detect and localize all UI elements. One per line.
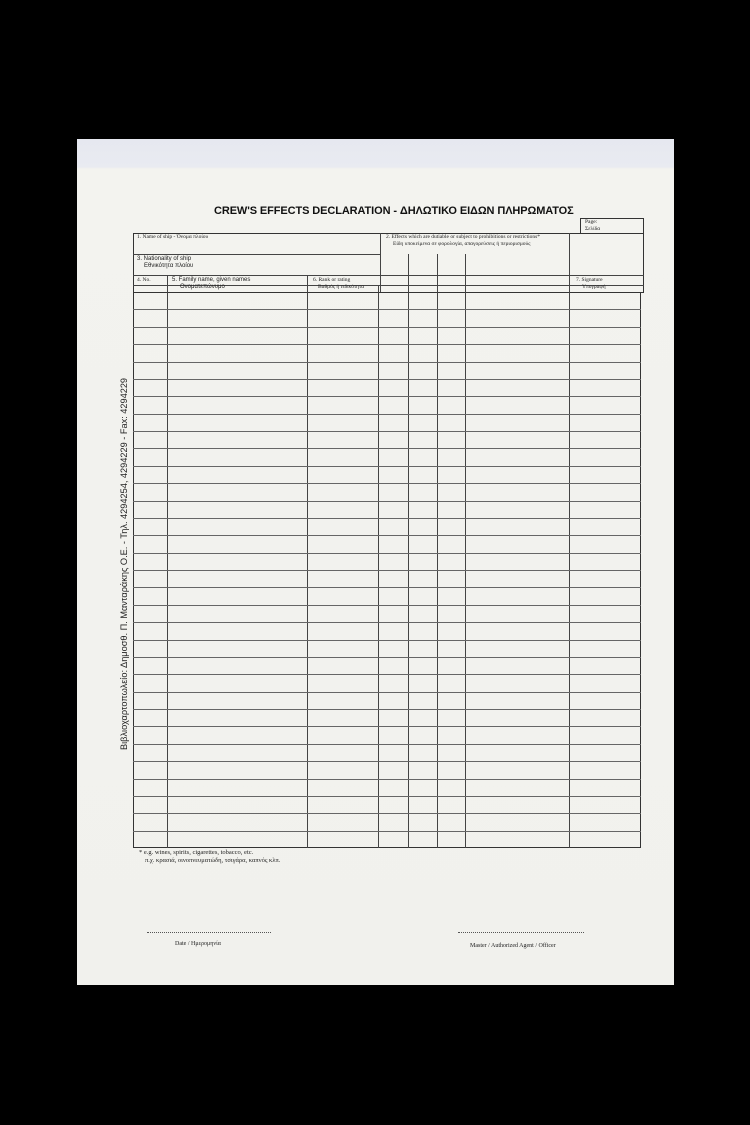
table-row[interactable] xyxy=(133,327,641,328)
table-row[interactable] xyxy=(133,344,641,345)
col-signature-label-en: 7. Signature xyxy=(576,277,603,283)
col-name-label-en: 5. Family name, given names xyxy=(172,277,251,283)
col-rank-label-gr: Βαθμός ή ειδικότητα xyxy=(318,284,365,290)
table-row[interactable] xyxy=(133,657,641,658)
table-row[interactable] xyxy=(133,448,641,449)
column-line xyxy=(569,285,570,848)
table-row[interactable] xyxy=(133,813,641,814)
table-row[interactable] xyxy=(133,396,641,397)
table-row[interactable] xyxy=(133,709,641,710)
divider xyxy=(133,275,644,276)
divider xyxy=(380,233,381,293)
divider xyxy=(569,233,570,293)
effects-label-en: 2. Effects which are dutiable or subject to prohibitions or restrictions* xyxy=(386,234,541,240)
table-row[interactable] xyxy=(133,587,641,588)
table-row[interactable] xyxy=(133,779,641,780)
table-row[interactable] xyxy=(133,761,641,762)
footnote-gr: π.χ. κρασιά, οινοπνευματώδη, τσιγάρα, καπνός κλπ. xyxy=(145,857,281,864)
table-row[interactable] xyxy=(133,726,641,727)
printer-imprint: Βιβλιοχαρτοπωλείο: Δημοσθ. Π. Μανταράκης Ο.Ε. - Τηλ. 4294254, 4294229 - Fax: 4294229 xyxy=(119,377,129,750)
col-no-label: 4. No. xyxy=(137,277,151,283)
column-line xyxy=(167,275,168,848)
table-row[interactable] xyxy=(133,553,641,554)
table-row[interactable] xyxy=(133,518,641,519)
nationality-label-en: 3. Nationality of ship xyxy=(137,256,192,262)
table-row[interactable] xyxy=(133,414,641,415)
table-row[interactable] xyxy=(133,362,641,363)
master-label: Master / Authorized Agent / Officer xyxy=(470,943,556,949)
master-signature-line[interactable] xyxy=(458,932,584,933)
ship-name-label: 1. Name of ship - Όνομα πλοίου xyxy=(137,234,209,240)
table-row[interactable] xyxy=(133,796,641,797)
table-row[interactable] xyxy=(133,309,641,310)
footnote-en: * e.g. wines, spirits, cigarettes, tobacco, etc. xyxy=(139,849,254,856)
page-label-en: Page: xyxy=(585,219,598,225)
table-row[interactable] xyxy=(133,535,641,536)
col-signature-label-gr: Υπογραφή xyxy=(582,284,606,290)
col-rank-label-en: 6. Rank or rating xyxy=(313,277,351,283)
page-label-gr: Σελίδα xyxy=(585,226,601,232)
form-title: CREW'S EFFECTS DECLARATION - ΔΗΛΩΤΙΚΟ ΕΙΔΩΝ ΠΛΗΡΩΜΑΤΟΣ xyxy=(214,205,574,217)
table-row[interactable] xyxy=(133,483,641,484)
table-row[interactable] xyxy=(133,692,641,693)
column-line xyxy=(307,275,308,848)
table-row[interactable] xyxy=(133,431,641,432)
date-label: Date / Ημερομηνία xyxy=(175,941,221,947)
table-row[interactable] xyxy=(133,622,641,623)
column-line xyxy=(378,285,379,848)
table-row[interactable] xyxy=(133,379,641,380)
nationality-label-gr: Εθνικότητα πλοίου xyxy=(144,263,194,269)
col-name-label-gr: Ονοματεπώνυμο xyxy=(180,284,225,290)
table-row[interactable] xyxy=(133,466,641,467)
table-row[interactable] xyxy=(133,831,641,832)
table-row[interactable] xyxy=(133,640,641,641)
date-signature-line[interactable] xyxy=(147,932,271,933)
divider xyxy=(133,254,380,255)
effects-label-gr: Είδη υποκείμενα σε φορολογία, απαγορεύσεις ή περιορισμούς xyxy=(393,241,531,247)
table-row[interactable] xyxy=(133,674,641,675)
table-row[interactable] xyxy=(133,501,641,502)
table-row[interactable] xyxy=(133,570,641,571)
table-row[interactable] xyxy=(133,605,641,606)
table-row[interactable] xyxy=(133,744,641,745)
